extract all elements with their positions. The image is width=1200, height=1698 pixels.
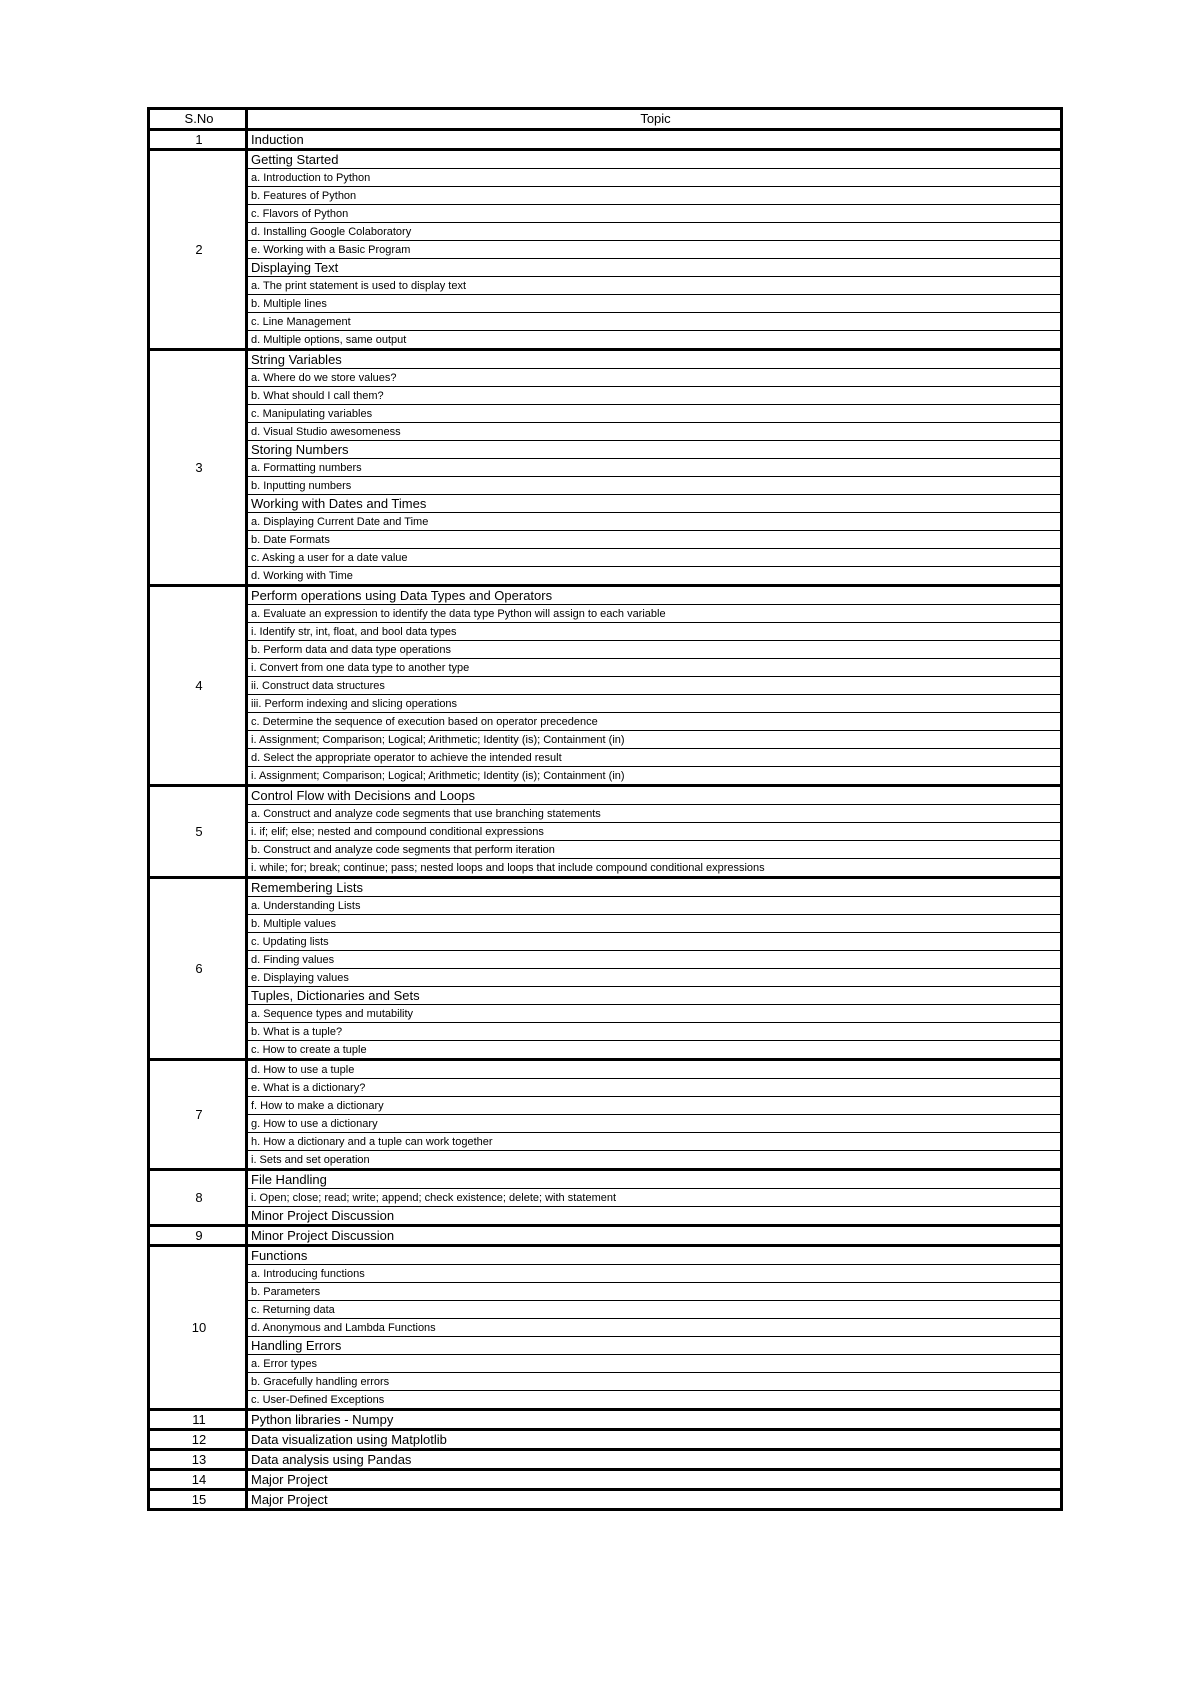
- topic-heading-cell: Minor Project Discussion: [247, 1226, 1062, 1246]
- table-row: [149, 586, 1062, 605]
- table-row: [149, 313, 1062, 331]
- topic-item-cell: a. Error types: [247, 1355, 1062, 1373]
- table-row: [149, 1283, 1062, 1301]
- topic-heading-cell: String Variables: [247, 350, 1062, 369]
- syllabus-table: [147, 107, 1063, 1511]
- table-row: [149, 549, 1062, 567]
- serial-number-cell: 3: [149, 350, 247, 586]
- table-row: [149, 187, 1062, 205]
- topic-item-cell: d. Finding values: [247, 951, 1062, 969]
- table-row: [149, 969, 1062, 987]
- table-row: [149, 1301, 1062, 1319]
- table-row: [149, 786, 1062, 805]
- topic-item-cell: c. Updating lists: [247, 933, 1062, 951]
- table-row: [149, 387, 1062, 405]
- table-row: [149, 1355, 1062, 1373]
- syllabus-table-wrapper: [147, 107, 1060, 1511]
- topic-heading-cell: Python libraries - Numpy: [247, 1410, 1062, 1430]
- topic-item-cell: iii. Perform indexing and slicing operations: [247, 695, 1062, 713]
- serial-number-cell: 11: [149, 1410, 247, 1430]
- table-row: [149, 933, 1062, 951]
- table-row: [149, 1410, 1062, 1430]
- serial-number-cell: 13: [149, 1450, 247, 1470]
- header-sno: S.No: [149, 109, 247, 130]
- topic-item-cell: c. Line Management: [247, 313, 1062, 331]
- topic-heading-cell: Handling Errors: [247, 1337, 1062, 1355]
- serial-number-cell: 10: [149, 1246, 247, 1410]
- table-row: [149, 1226, 1062, 1246]
- table-row: [149, 513, 1062, 531]
- table-row: [149, 1005, 1062, 1023]
- table-row: [149, 205, 1062, 223]
- topic-item-cell: e. Working with a Basic Program: [247, 241, 1062, 259]
- table-row: [149, 169, 1062, 187]
- table-row: [149, 1097, 1062, 1115]
- topic-item-cell: i. Assignment; Comparison; Logical; Arithmetic; Identity (is); Containment (in): [247, 731, 1062, 749]
- table-row: [149, 659, 1062, 677]
- syllabus-body: [149, 130, 1062, 1510]
- serial-number-cell: 12: [149, 1430, 247, 1450]
- topic-heading-cell: Perform operations using Data Types and Operators: [247, 586, 1062, 605]
- topic-item-cell: i. Assignment; Comparison; Logical; Arithmetic; Identity (is); Containment (in): [247, 767, 1062, 786]
- serial-number-cell: 5: [149, 786, 247, 878]
- table-row: [149, 477, 1062, 495]
- table-row: [149, 150, 1062, 169]
- table-row: [149, 859, 1062, 878]
- topic-item-cell: b. Inputting numbers: [247, 477, 1062, 495]
- table-row: [149, 987, 1062, 1005]
- table-row: [149, 1023, 1062, 1041]
- serial-number-cell: 4: [149, 586, 247, 786]
- topic-item-cell: d. Select the appropriate operator to achieve the intended result: [247, 749, 1062, 767]
- table-row: [149, 749, 1062, 767]
- topic-heading-cell: Storing Numbers: [247, 441, 1062, 459]
- topic-heading-cell: Working with Dates and Times: [247, 495, 1062, 513]
- table-row: [149, 423, 1062, 441]
- table-row: [149, 915, 1062, 933]
- topic-item-cell: a. Displaying Current Date and Time: [247, 513, 1062, 531]
- table-row: [149, 897, 1062, 915]
- header-topic: Topic: [247, 109, 1062, 130]
- topic-item-cell: c. Flavors of Python: [247, 205, 1062, 223]
- topic-heading-cell: Major Project: [247, 1490, 1062, 1510]
- topic-heading-cell: Displaying Text: [247, 259, 1062, 277]
- topic-item-cell: d. Installing Google Colaboratory: [247, 223, 1062, 241]
- serial-number-cell: 15: [149, 1490, 247, 1510]
- topic-item-cell: c. Manipulating variables: [247, 405, 1062, 423]
- topic-heading-cell: Major Project: [247, 1470, 1062, 1490]
- table-row: [149, 1430, 1062, 1450]
- topic-item-cell: b. What is a tuple?: [247, 1023, 1062, 1041]
- serial-number-cell: 6: [149, 878, 247, 1060]
- table-row: [149, 695, 1062, 713]
- table-row: [149, 767, 1062, 786]
- topic-item-cell: a. Where do we store values?: [247, 369, 1062, 387]
- table-row: [149, 641, 1062, 659]
- table-row: [149, 878, 1062, 897]
- table-row: [149, 1450, 1062, 1470]
- table-row: [149, 223, 1062, 241]
- serial-number-cell: 2: [149, 150, 247, 350]
- table-row: [149, 259, 1062, 277]
- topic-item-cell: d. Multiple options, same output: [247, 331, 1062, 350]
- table-row: [149, 1133, 1062, 1151]
- topic-heading-cell: Induction: [247, 130, 1062, 150]
- table-row: [149, 495, 1062, 513]
- topic-item-cell: a. Formatting numbers: [247, 459, 1062, 477]
- table-row: [149, 1079, 1062, 1097]
- table-row: [149, 130, 1062, 150]
- table-row: [149, 805, 1062, 823]
- topic-heading-cell: Control Flow with Decisions and Loops: [247, 786, 1062, 805]
- serial-number-cell: 14: [149, 1470, 247, 1490]
- topic-heading-cell: Getting Started: [247, 150, 1062, 169]
- table-row: [149, 1170, 1062, 1189]
- table-row: [149, 623, 1062, 641]
- topic-item-cell: f. How to make a dictionary: [247, 1097, 1062, 1115]
- table-row: [149, 1115, 1062, 1133]
- topic-item-cell: i. Convert from one data type to another type: [247, 659, 1062, 677]
- table-row: [149, 1470, 1062, 1490]
- serial-number-cell: 8: [149, 1170, 247, 1226]
- topic-item-cell: i. if; elif; else; nested and compound conditional expressions: [247, 823, 1062, 841]
- topic-item-cell: b. Construct and analyze code segments that perform iteration: [247, 841, 1062, 859]
- table-row: [149, 241, 1062, 259]
- table-row: [149, 1189, 1062, 1207]
- table-row: [149, 605, 1062, 623]
- topic-item-cell: e. What is a dictionary?: [247, 1079, 1062, 1097]
- table-row: [149, 841, 1062, 859]
- topic-item-cell: a. Evaluate an expression to identify the data type Python will assign to each variable: [247, 605, 1062, 623]
- topic-heading-cell: Data analysis using Pandas: [247, 1450, 1062, 1470]
- table-row: [149, 567, 1062, 586]
- topic-item-cell: c. Asking a user for a date value: [247, 549, 1062, 567]
- topic-item-cell: d. How to use a tuple: [247, 1060, 1062, 1079]
- table-row: [149, 1319, 1062, 1337]
- table-row: [149, 295, 1062, 313]
- topic-item-cell: c. User-Defined Exceptions: [247, 1391, 1062, 1410]
- serial-number-cell: 7: [149, 1060, 247, 1170]
- table-row: [149, 441, 1062, 459]
- topic-item-cell: c. Determine the sequence of execution based on operator precedence: [247, 713, 1062, 731]
- topic-heading-cell: Remembering Lists: [247, 878, 1062, 897]
- table-row: [149, 531, 1062, 549]
- topic-item-cell: a. Sequence types and mutability: [247, 1005, 1062, 1023]
- topic-item-cell: a. Construct and analyze code segments that use branching statements: [247, 805, 1062, 823]
- topic-item-cell: i. while; for; break; continue; pass; nested loops and loops that include compound conditional expressions: [247, 859, 1062, 878]
- topic-item-cell: b. Date Formats: [247, 531, 1062, 549]
- topic-item-cell: g. How to use a dictionary: [247, 1115, 1062, 1133]
- table-row: [149, 331, 1062, 350]
- table-row: [149, 1041, 1062, 1060]
- table-row: [149, 1373, 1062, 1391]
- topic-item-cell: b. Gracefully handling errors: [247, 1373, 1062, 1391]
- topic-item-cell: c. Returning data: [247, 1301, 1062, 1319]
- topic-item-cell: d. Working with Time: [247, 567, 1062, 586]
- topic-item-cell: d. Visual Studio awesomeness: [247, 423, 1062, 441]
- topic-item-cell: b. Parameters: [247, 1283, 1062, 1301]
- topic-item-cell: b. Multiple values: [247, 915, 1062, 933]
- table-row: [149, 1391, 1062, 1410]
- topic-item-cell: b. Features of Python: [247, 187, 1062, 205]
- topic-item-cell: c. How to create a tuple: [247, 1041, 1062, 1060]
- topic-heading-cell: Data visualization using Matplotlib: [247, 1430, 1062, 1450]
- table-row: [149, 951, 1062, 969]
- table-row: [149, 823, 1062, 841]
- serial-number-cell: 9: [149, 1226, 247, 1246]
- table-row: [149, 731, 1062, 749]
- serial-number-cell: 1: [149, 130, 247, 150]
- table-row: [149, 1151, 1062, 1170]
- table-row: [149, 677, 1062, 695]
- table-row: [149, 405, 1062, 423]
- table-row: [149, 1207, 1062, 1226]
- topic-heading-cell: Tuples, Dictionaries and Sets: [247, 987, 1062, 1005]
- table-row: [149, 1060, 1062, 1079]
- topic-item-cell: b. What should I call them?: [247, 387, 1062, 405]
- topic-item-cell: a. Understanding Lists: [247, 897, 1062, 915]
- table-row: [149, 1490, 1062, 1510]
- table-row: [149, 713, 1062, 731]
- table-row: [149, 1246, 1062, 1265]
- table-row: [149, 277, 1062, 295]
- header-row: [149, 109, 1062, 130]
- topic-item-cell: ii. Construct data structures: [247, 677, 1062, 695]
- topic-item-cell: a. Introducing functions: [247, 1265, 1062, 1283]
- topic-item-cell: b. Multiple lines: [247, 295, 1062, 313]
- table-row: [149, 369, 1062, 387]
- topic-item-cell: e. Displaying values: [247, 969, 1062, 987]
- topic-heading-cell: Functions: [247, 1246, 1062, 1265]
- topic-item-cell: a. The print statement is used to display text: [247, 277, 1062, 295]
- table-row: [149, 1337, 1062, 1355]
- topic-item-cell: i. Identify str, int, float, and bool data types: [247, 623, 1062, 641]
- topic-item-cell: d. Anonymous and Lambda Functions: [247, 1319, 1062, 1337]
- table-row: [149, 459, 1062, 477]
- topic-item-cell: a. Introduction to Python: [247, 169, 1062, 187]
- topic-item-cell: i. Open; close; read; write; append; check existence; delete; with statement: [247, 1189, 1062, 1207]
- table-row: [149, 350, 1062, 369]
- topic-item-cell: h. How a dictionary and a tuple can work together: [247, 1133, 1062, 1151]
- topic-heading-cell: File Handling: [247, 1170, 1062, 1189]
- topic-item-cell: i. Sets and set operation: [247, 1151, 1062, 1170]
- table-row: [149, 1265, 1062, 1283]
- topic-heading-cell: Minor Project Discussion: [247, 1207, 1062, 1226]
- topic-item-cell: b. Perform data and data type operations: [247, 641, 1062, 659]
